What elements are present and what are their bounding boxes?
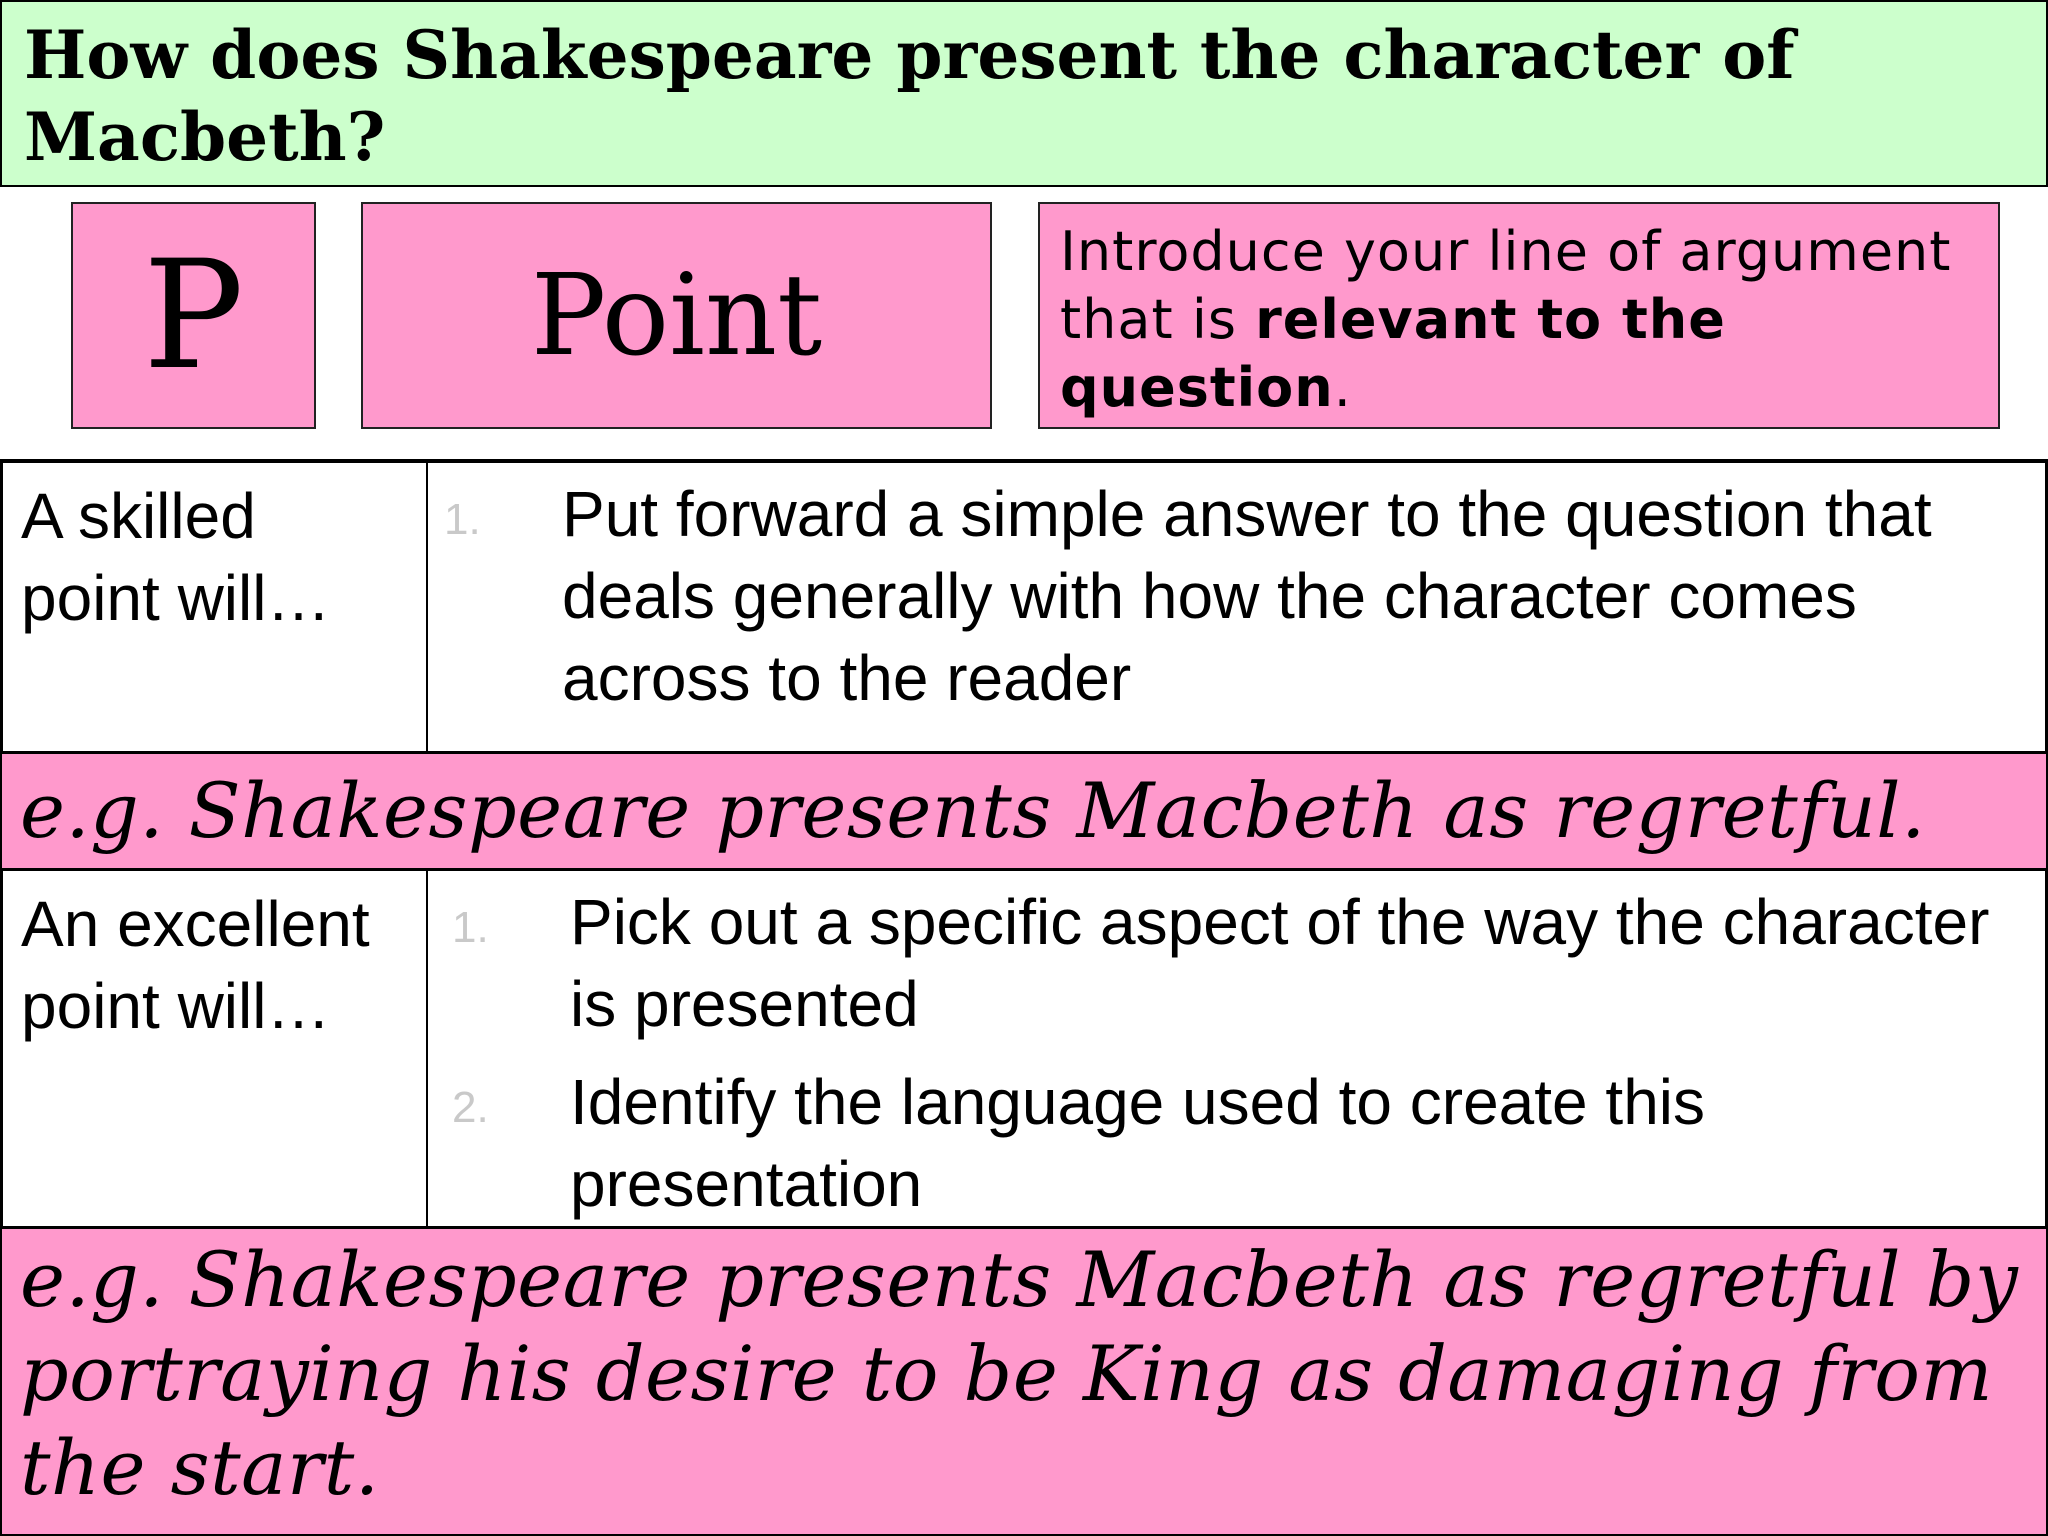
page-title: How does Shakespeare present the character of Macbeth? (24, 16, 1795, 176)
peel-description-bold: relevant to the question (1060, 288, 1726, 419)
peel-word: Point (530, 250, 823, 381)
list-item-number: 1. (444, 495, 481, 544)
title-banner (0, 0, 2048, 187)
skilled-criteria-list (444, 473, 2045, 719)
skilled-label: A skilled point will… (21, 480, 331, 634)
list-item (452, 881, 2045, 1045)
list-item-text: Pick out a specific aspect of the way the character is presented (570, 886, 1990, 1040)
list-item-text: Put forward a simple answer to the question that deals generally with how the character comes across to the reader (562, 478, 1932, 714)
skilled-example: e.g. Shakespeare presents Macbeth as regretful. (20, 766, 1926, 855)
skilled-label-cell (0, 459, 428, 753)
list-item-number: 1. (452, 903, 489, 952)
peel-letter-box (71, 202, 316, 429)
peel-letter: P (143, 228, 244, 403)
list-item (444, 473, 2045, 719)
skilled-example-band (0, 752, 2048, 870)
excellent-criteria-list (452, 881, 2045, 1225)
peel-description-plain: Introduce your line of argument that is (1060, 220, 1952, 351)
peel-description-box (1038, 202, 2000, 429)
excellent-label-cell (0, 869, 428, 1228)
peel-word-box (361, 202, 992, 429)
list-item-text: Identify the language used to create this presentation (570, 1066, 1705, 1220)
list-item (452, 1061, 2045, 1225)
excellent-label: An excellent point will… (21, 888, 370, 1042)
excellent-criteria-cell (426, 869, 2048, 1228)
excellent-example-band (0, 1227, 2048, 1536)
peel-description (1060, 218, 1978, 422)
list-item-number: 2. (452, 1083, 489, 1132)
skilled-criteria-cell (426, 459, 2048, 753)
peel-description-end: . (1333, 356, 1352, 419)
excellent-example: e.g. Shakespeare presents Macbeth as regretful by portraying his desire to be King as damaging from the start. (20, 1235, 2019, 1512)
